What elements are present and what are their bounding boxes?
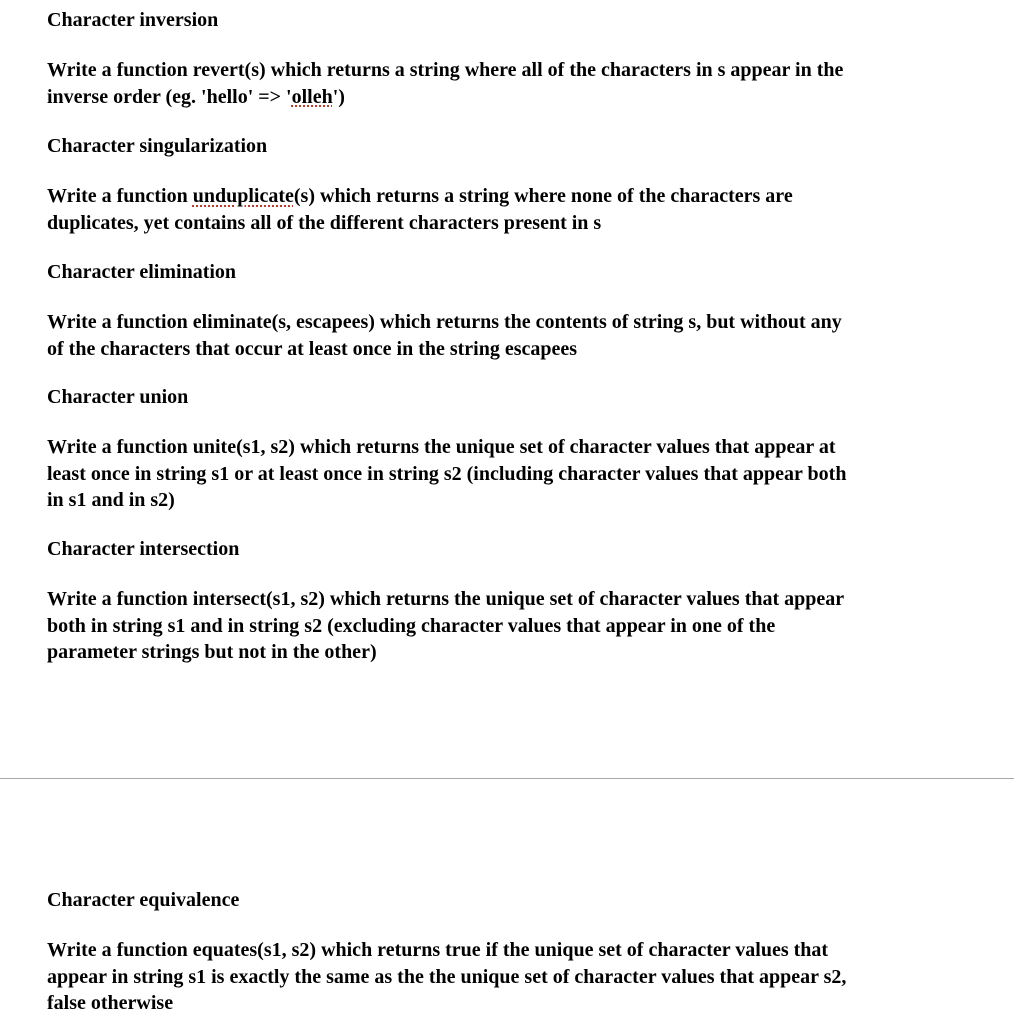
description-line-suffix: (s) which returns a string where none of the characters are: [293, 185, 793, 207]
section-title-singularization: Character singularization: [47, 135, 268, 157]
section-description-singularization: [47, 183, 997, 236]
section-title-elimination: Character elimination: [47, 261, 237, 283]
section-title-equivalence: Character equivalence: [47, 889, 240, 911]
spellcheck-flagged-word: olleh: [291, 85, 333, 108]
description-line: in s1 and in s2): [47, 489, 175, 511]
description-line: false otherwise: [47, 992, 174, 1014]
description-line: appear in string s1 is exactly the same as the the unique set of character values that appear s2,: [47, 965, 847, 988]
description-line: Write a function revert(s) which returns a string where all of the characters in s appear in the: [47, 59, 844, 81]
page-divider: [0, 778, 1014, 779]
section-description-inversion: [47, 57, 997, 110]
description-line: both in string s1 and in string s2 (excluding character values that appear in one of the: [47, 614, 776, 637]
description-line: duplicates, yet contains all of the different characters present in s: [47, 211, 602, 234]
section-description-intersection: [47, 586, 997, 666]
section-title-intersection: Character intersection: [47, 538, 240, 560]
description-line: Write a function equates(s1, s2) which returns true if the unique set of character values that: [47, 939, 829, 961]
description-line-prefix: Write a function: [47, 185, 193, 207]
description-line: Write a function eliminate(s, escapees) which returns the contents of string s, but without any: [47, 311, 842, 333]
description-line: Write a function unite(s1, s2) which returns the unique set of character values that appear at: [47, 436, 836, 458]
description-line-prefix: inverse order (eg. 'hello' => ': [47, 85, 292, 108]
description-line: Write a function intersect(s1, s2) which returns the unique set of character values that appear: [47, 588, 845, 610]
description-line: least once in string s1 or at least once in string s2 (including character values that appear both: [47, 462, 847, 485]
description-line-suffix: '): [332, 85, 345, 108]
section-description-union: [47, 434, 997, 514]
description-line: parameter strings but not in the other): [47, 641, 377, 663]
spellcheck-flagged-word: unduplicate: [192, 185, 294, 207]
section-description-elimination: [47, 309, 997, 362]
section-description-equivalence: [47, 937, 997, 1017]
section-title-inversion: Character inversion: [47, 9, 219, 31]
section-title-union: Character union: [47, 386, 189, 408]
description-line: of the characters that occur at least once in the string escapees: [47, 337, 578, 360]
